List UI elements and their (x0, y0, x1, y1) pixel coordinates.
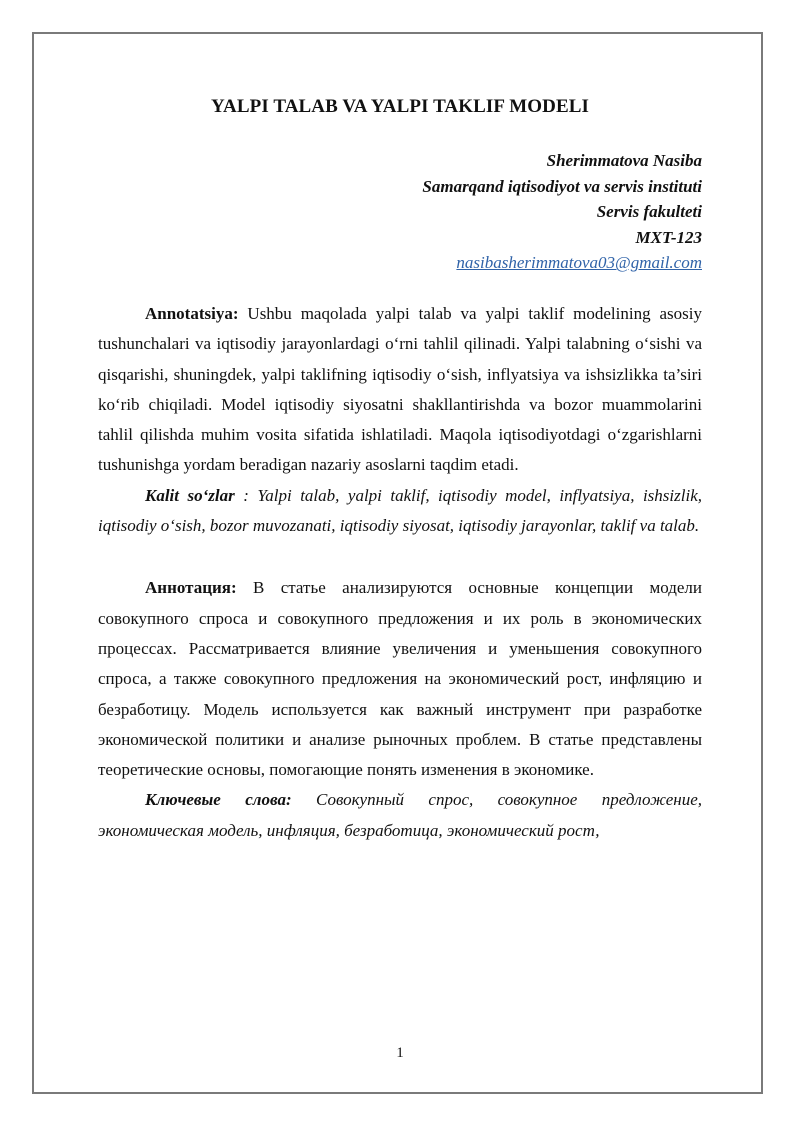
abstract-uz-text: Ushbu maqolada yalpi talab va yalpi taklif modelining asosiy tushunchalari va iqtisodiy jarayonlardagi o‘rni tahlil qilinadi. Yalpi talabning o‘sishi va qisqarishi, shuningdek, yalpi taklifning iqtisodiy o‘sish, inflyatsiya va ishsizlikka ta’siri ko‘rib chiqiladi. Model iqtisodiy siyosatni shakllantirishda va bozor muammolarini tahlil qilishda muhim vosita sifatida ishlatiladi. Maqola iqtisodiyotdagi o‘zgarishlarni tushunishga yordam beradigan nazariy asoslarni taqdim etadi. (98, 303, 702, 475)
keywords-ru-paragraph (98, 785, 702, 846)
abstract-uz-paragraph (98, 299, 702, 481)
keywords-ru-label: Ключевые слова: (145, 790, 292, 810)
keywords-uz-paragraph (98, 481, 702, 542)
abstract-uz-label: Annotatsiya: (145, 303, 239, 323)
author-name: Sherimmatova Nasiba (546, 151, 702, 170)
abstract-ru-paragraph (98, 573, 702, 785)
abstract-ru-label: Аннотация: (145, 578, 237, 598)
keywords-ru-text: Совокупный спрос, совокупное предложение, экономическая модель, инфляция, безработица, экономический рост, (98, 790, 702, 840)
page-number: 1 (396, 1045, 404, 1061)
paper-title: YALPI TALAB VA YALPI TAKLIF MODELI (210, 96, 590, 117)
author-institution: Samarqand iqtisodiyot va servis instituti (422, 176, 702, 196)
author-email-link[interactable]: nasibasherimmatova03@gmail.com (456, 253, 702, 273)
abstract-ru-section (98, 573, 702, 846)
author-group: MXT-123 (635, 227, 702, 247)
author-faculty: Servis fakulteti (596, 202, 702, 222)
keywords-uz-text: : Yalpi talab, yalpi taklif, iqtisodiy model, inflyatsiya, ishsizlik, iqtisodiy o‘sish, bozor muvozanati, iqtisodiy siyosat, iqtisodiy jarayonlar, taklif va talab. (98, 485, 702, 536)
page-content (98, 96, 702, 846)
author-block (98, 148, 702, 276)
abstract-uz-section (98, 299, 702, 541)
abstract-ru-text: В статье анализируются основные концепции модели совокупного спроса и совокупного предложения и их роль в экономических процессах. Рассматривается влияние увеличения и уменьшения совокупного спроса, а также совокупного предложения на экономический рост, инфляцию и безработицу. Модель используется как важный инструмент при разработке экономической политики и анализе рыночных проблем. В статье представлены теоретические основы, помогающие понять изменения в экономике. (98, 578, 702, 780)
keywords-uz-label: Kalit so‘zlar (145, 485, 235, 505)
